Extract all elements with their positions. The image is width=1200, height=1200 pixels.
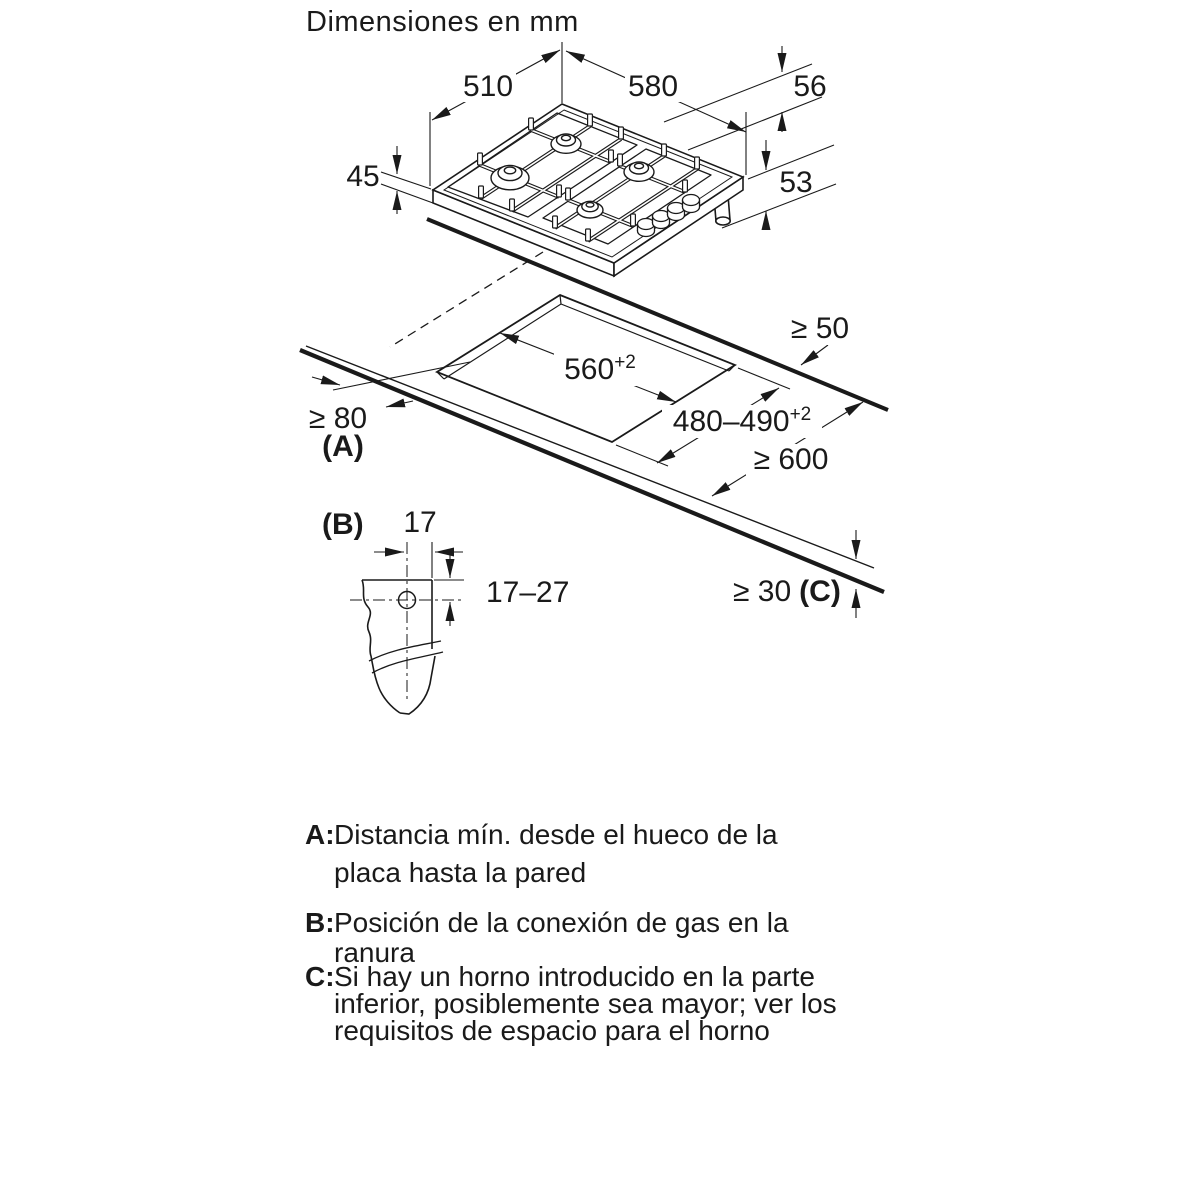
dim-30-label: ≥ 30 (C): [733, 575, 841, 608]
dim-510-label: 510: [462, 70, 514, 103]
dim-56-label: 56: [793, 70, 827, 103]
ref-b-label: (B): [322, 508, 364, 541]
dim-17-27-label: 17–27: [486, 576, 570, 609]
burner-right: [624, 162, 654, 181]
detail-b-labels: [322, 506, 569, 609]
burner-back: [551, 134, 581, 153]
hob-isometric-view: [433, 104, 743, 276]
dim-45-label: 45: [346, 160, 380, 193]
legend-item-a: A:Distancia mín. desde el hueco de la: [305, 819, 778, 850]
dim-580-label: 580: [627, 70, 679, 103]
burner-left: [491, 165, 529, 189]
legend-item-c: C:Si hay un horno introducido en la parte: [305, 961, 815, 992]
page-title: Dimensiones en mm: [306, 6, 579, 38]
dim-560-label: $560^{+2}$: [564, 352, 636, 386]
gas-connection-detail: [350, 542, 464, 714]
dim-53-label: 53: [779, 166, 813, 199]
cutout-dimension-labels: [309, 312, 858, 608]
alignment-dashed-line: [390, 252, 543, 347]
burner-front: [577, 201, 603, 218]
dim-80-label: ≥ 80: [308, 402, 368, 435]
hole-centerlines: [350, 542, 464, 700]
dimension-diagram-page: Dimensiones en mm 510 580 56 45 53 $560^{+2}$ $480-490^{+2}$ ≥ 50 ≥ 600 ≥ 80 (A) ≥ 30 (C) (B) 17 17–27 A:Distancia mín. desde el hueco de la placa hasta la pared B:Posición de la conexión de gas en la ranura C:Si hay un horno introducido en la parte inferior, posiblemente sea mayor; ver los requisitos de espacio para el horno: [0, 0, 1200, 1200]
legend-item-b: B:Posición de la conexión de gas en la: [305, 907, 789, 938]
detail-b-dimension-lines: [374, 542, 464, 626]
dim-17-label: 17: [403, 506, 437, 539]
ref-a-label: (A): [322, 430, 364, 463]
dim-50-label: ≥ 50: [790, 312, 850, 345]
dim-600-label: ≥ 600: [753, 443, 829, 476]
dim-480-490-label: $480-490^{+2}$: [672, 404, 812, 438]
